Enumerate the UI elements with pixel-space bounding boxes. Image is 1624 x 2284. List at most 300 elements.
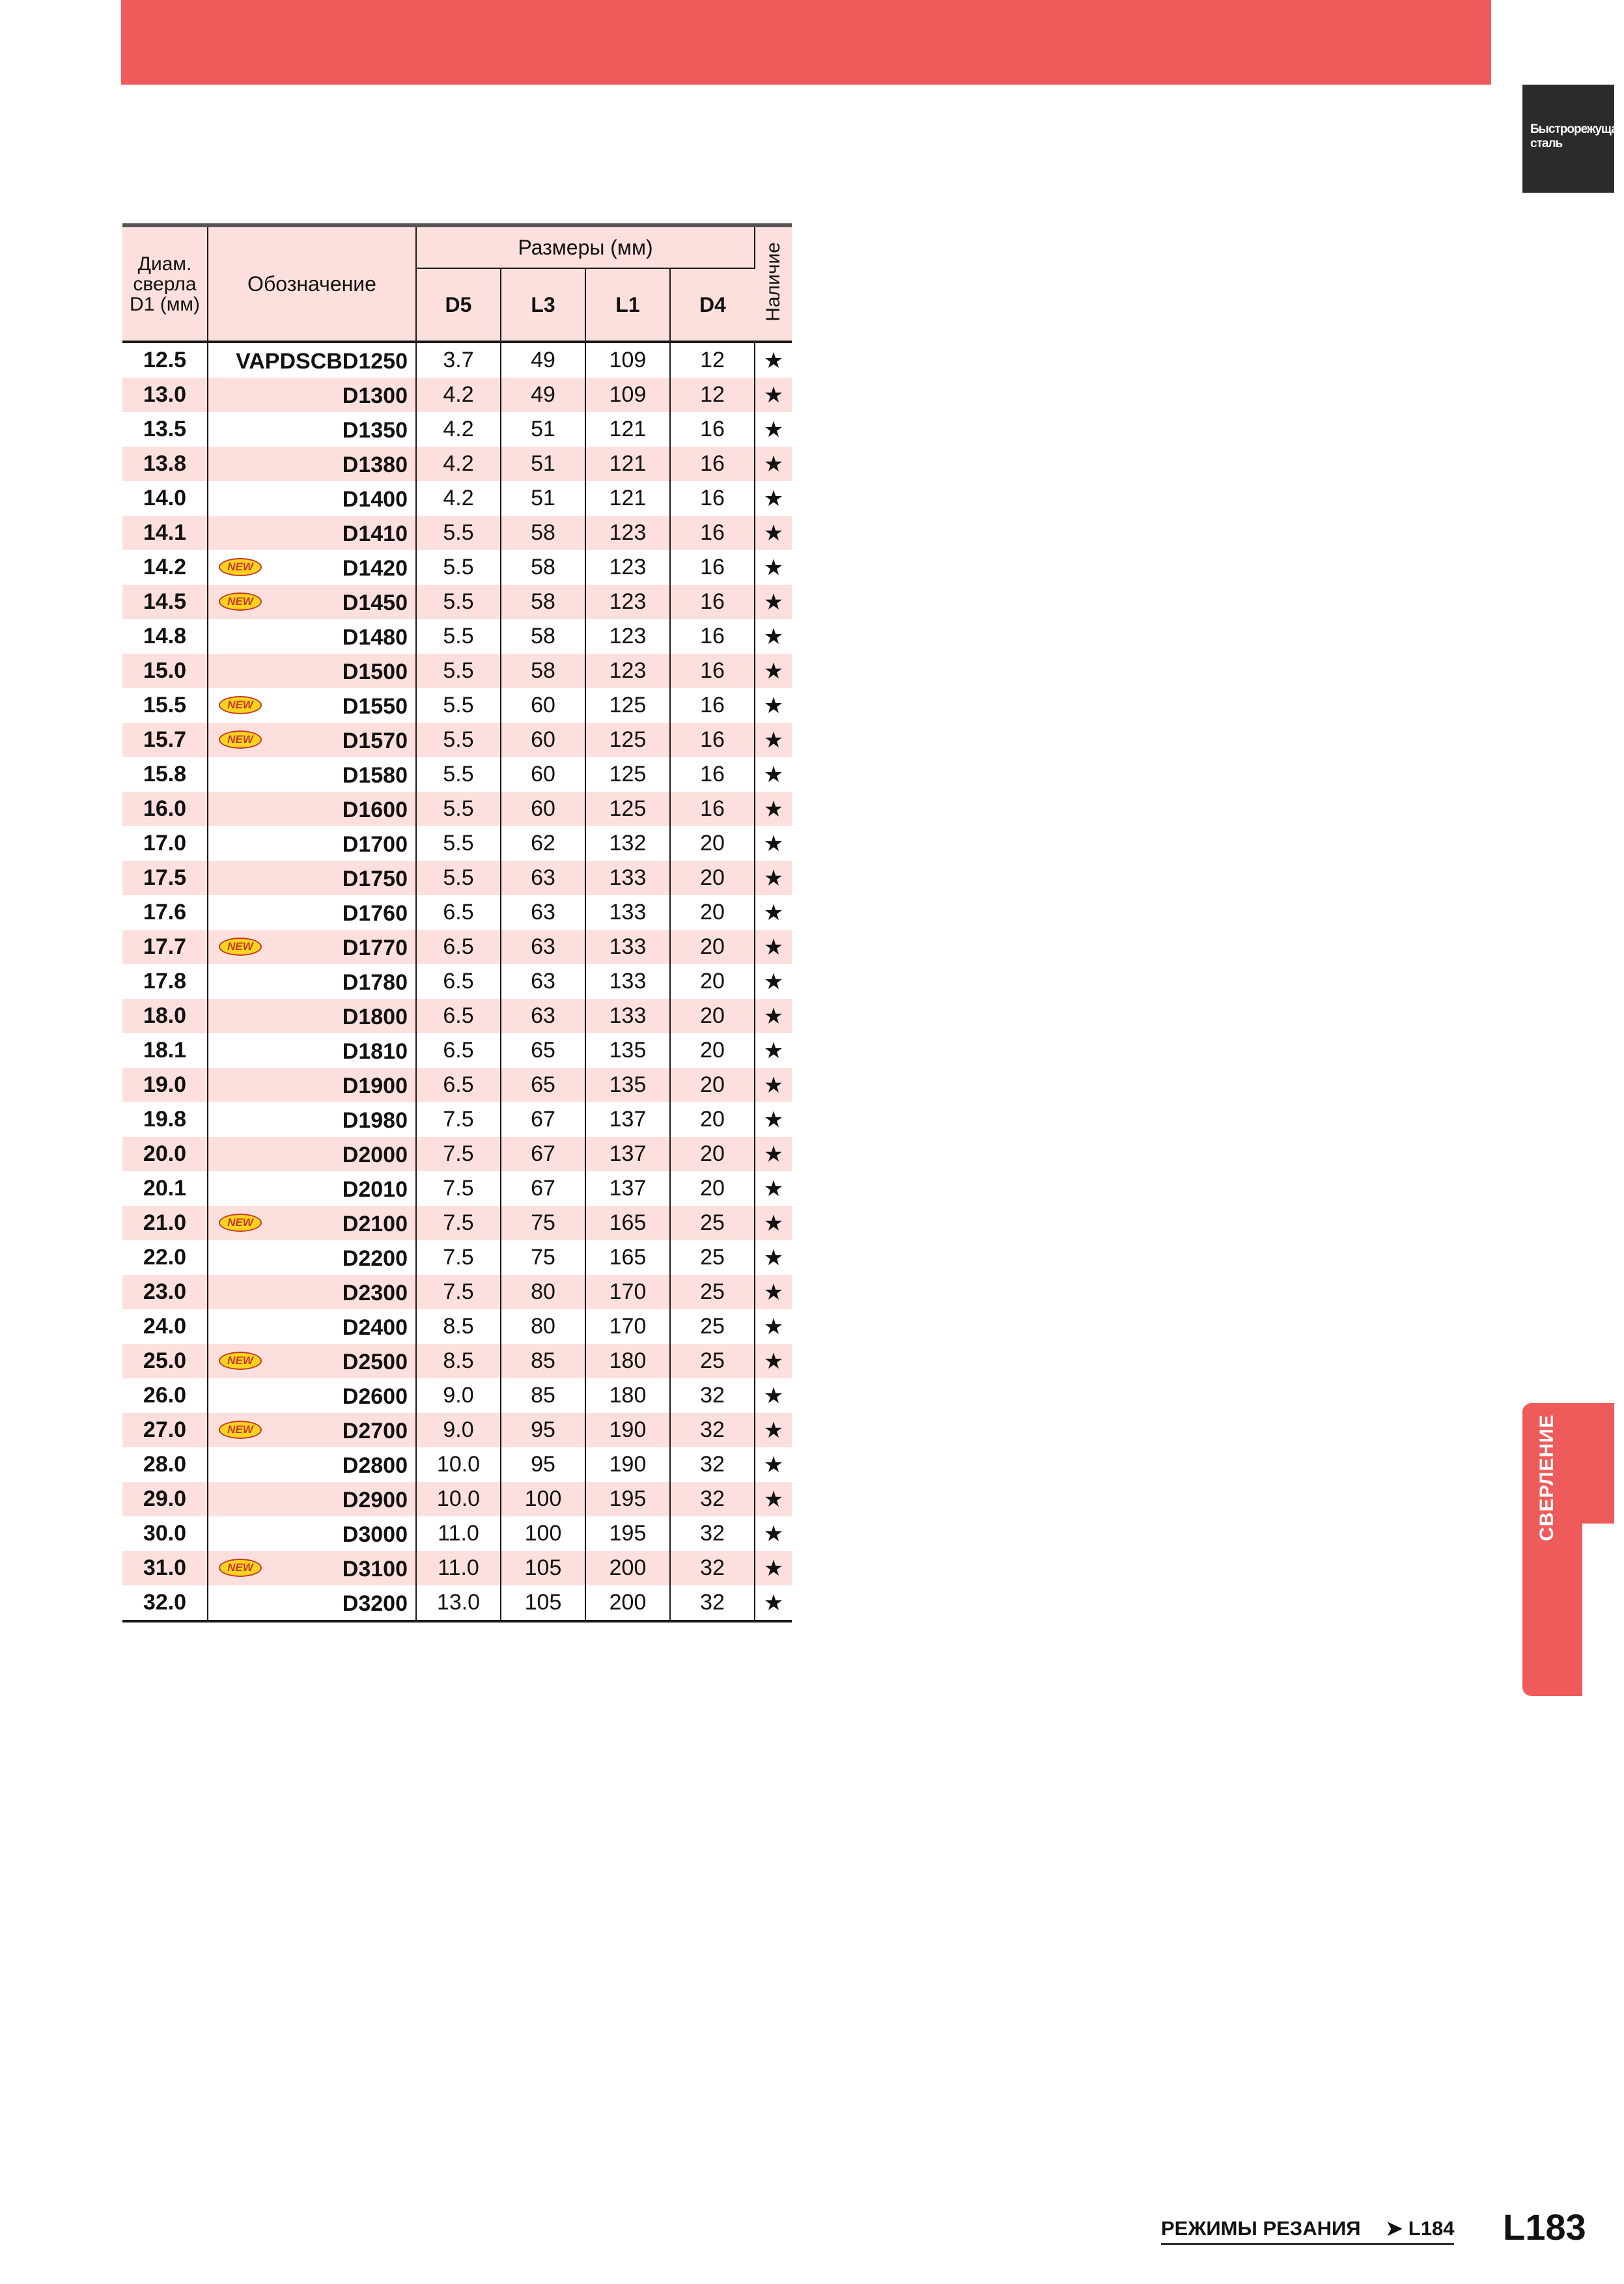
cell-designation [208, 654, 416, 688]
cell-l3: 67 [501, 1102, 585, 1137]
cell-d4: 20 [670, 930, 755, 964]
table-row [122, 1482, 792, 1516]
cell-l1: 133 [585, 964, 670, 999]
table-row [122, 447, 792, 481]
cell-l1: 133 [585, 930, 670, 964]
designation-text: D3200 [342, 1591, 408, 1616]
cell-designation [208, 619, 416, 654]
cell-designation [208, 1137, 416, 1171]
cell-d5: 5.5 [416, 861, 501, 895]
cell-l1: 133 [585, 861, 670, 895]
cell-l3: 105 [501, 1585, 585, 1621]
cell-l1: 133 [585, 895, 670, 930]
cell-designation [208, 930, 416, 964]
cell-designation [208, 585, 416, 619]
side-tab-drilling-label: СВЕРЛЕНИЕ [1536, 1414, 1558, 1542]
designation-text: D2400 [342, 1315, 408, 1340]
new-badge: NEW [219, 1214, 262, 1232]
header-availability [755, 225, 792, 342]
cell-l3: 49 [501, 378, 585, 412]
cell-availability: ★ [755, 1137, 792, 1171]
cell-designation [208, 1585, 416, 1621]
cell-l1: 135 [585, 1033, 670, 1068]
cell-designation [208, 999, 416, 1033]
cell-l1: 195 [585, 1516, 670, 1551]
cell-d5: 5.5 [416, 585, 501, 619]
designation-text: D1570 [342, 729, 408, 753]
cell-availability: ★ [755, 585, 792, 619]
table-row [122, 1068, 792, 1102]
cell-l3: 63 [501, 964, 585, 999]
table-row [122, 1447, 792, 1482]
designation-text: D2000 [342, 1143, 408, 1167]
designation-text: D2600 [342, 1384, 408, 1409]
cell-d5: 5.5 [416, 550, 501, 585]
cell-designation [208, 412, 416, 447]
cell-d5: 5.5 [416, 654, 501, 688]
cell-d4: 25 [670, 1344, 755, 1378]
cell-designation [208, 1102, 416, 1137]
designation-text: D2010 [342, 1177, 408, 1202]
cell-l3: 85 [501, 1378, 585, 1413]
cell-d4: 16 [670, 723, 755, 757]
cell-d5: 6.5 [416, 930, 501, 964]
cell-diameter: 32.0 [122, 1585, 208, 1621]
table-row [122, 999, 792, 1033]
cell-designation [208, 1344, 416, 1378]
cell-designation [208, 1275, 416, 1309]
table-row [122, 964, 792, 999]
cell-availability: ★ [763, 1452, 784, 1477]
cell-availability: ★ [755, 1068, 792, 1102]
cell-l1: 121 [585, 481, 670, 516]
designation-text: D1420 [342, 556, 408, 581]
table-row [122, 723, 792, 757]
cell-l1: 125 [585, 792, 670, 826]
designation-text: D1580 [342, 763, 408, 788]
cell-l3: 80 [501, 1309, 585, 1344]
footer-cutting-modes-link[interactable] [1161, 2217, 1454, 2245]
cell-d5: 13.0 [416, 1585, 501, 1621]
cell-availability: ★ [755, 516, 792, 550]
designation-text: D1350 [342, 418, 408, 443]
cell-d4: 16 [670, 516, 755, 550]
cell-l3: 58 [501, 516, 585, 550]
cell-availability: ★ [755, 723, 792, 757]
cell-l1: 125 [585, 688, 670, 723]
table-row [122, 895, 792, 930]
cell-d4: 20 [670, 964, 755, 999]
cell-l1: 123 [585, 654, 670, 688]
cell-d5: 3.7 [416, 342, 501, 378]
cell-d4: 20 [670, 895, 755, 930]
cell-l3: 75 [501, 1240, 585, 1275]
cell-designation [208, 723, 416, 757]
cell-d4: 32 [670, 1378, 755, 1413]
cell-l3: 58 [501, 550, 585, 585]
cell-designation [208, 1447, 416, 1482]
designation-text: D1500 [342, 660, 408, 684]
new-badge: NEW [219, 1421, 262, 1439]
table-row [122, 412, 792, 447]
cell-l1: 170 [585, 1309, 670, 1344]
side-label-hss [1522, 85, 1624, 193]
cell-diameter: 18.1 [122, 1033, 208, 1068]
designation-text: D1800 [342, 1005, 408, 1029]
new-badge: NEW [219, 731, 262, 749]
cell-l1: 133 [585, 999, 670, 1033]
designation-text: D1600 [342, 798, 408, 822]
cell-l3: 67 [501, 1137, 585, 1171]
cell-l3: 63 [501, 999, 585, 1033]
designation-text: D1400 [342, 487, 408, 512]
cell-diameter: 21.0 [122, 1206, 208, 1240]
designation-text: VAPDSCBD1250 [236, 349, 408, 374]
header-l1: L1 [585, 268, 670, 342]
header-diameter-label: Диам. сверла D1 (мм) [130, 253, 200, 315]
cell-diameter: 30.0 [122, 1516, 208, 1551]
designation-text: D1550 [342, 694, 408, 719]
designation-text: D1380 [342, 453, 408, 477]
cell-diameter: 20.0 [122, 1137, 208, 1171]
table-row [122, 1551, 792, 1585]
cell-l1: 125 [585, 757, 670, 792]
cell-d5: 5.5 [416, 826, 501, 861]
cell-designation [208, 1378, 416, 1413]
cell-diameter: 18.0 [122, 999, 208, 1033]
cell-l3: 95 [501, 1413, 585, 1447]
cell-l3: 80 [501, 1275, 585, 1309]
cell-diameter: 17.5 [122, 861, 208, 895]
cell-l1: 123 [585, 516, 670, 550]
designation-text: D3100 [342, 1557, 408, 1581]
designation-text: D1750 [342, 867, 408, 891]
table-row [122, 930, 792, 964]
cell-d5: 4.2 [416, 481, 501, 516]
table-row [122, 481, 792, 516]
cell-availability: ★ [755, 447, 792, 481]
designation-text: D2100 [342, 1212, 408, 1236]
cell-l3: 62 [501, 826, 585, 861]
cell-availability: ★ [755, 999, 792, 1033]
designation-text: D3000 [342, 1522, 408, 1547]
cell-d5: 6.5 [416, 895, 501, 930]
cell-d4: 32 [670, 1447, 755, 1482]
cell-l1: 123 [585, 550, 670, 585]
cell-l3: 95 [501, 1447, 585, 1482]
cell-d4: 20 [670, 1102, 755, 1137]
cell-availability: ★ [763, 1176, 784, 1201]
cell-d5: 5.5 [416, 723, 501, 757]
cell-diameter: 19.8 [122, 1102, 208, 1137]
table-row [122, 1413, 792, 1447]
cell-designation [208, 861, 416, 895]
designation-text: D1480 [342, 625, 408, 650]
cell-diameter: 17.7 [122, 930, 208, 964]
new-badge: NEW [219, 592, 262, 611]
table-row [122, 1516, 792, 1551]
designation-text: D1810 [342, 1039, 408, 1064]
cell-designation [208, 826, 416, 861]
cell-d5: 7.5 [416, 1240, 501, 1275]
cell-diameter: 27.0 [122, 1413, 208, 1447]
cell-designation [208, 550, 416, 585]
cell-l3: 63 [501, 930, 585, 964]
cell-d4: 25 [670, 1275, 755, 1309]
cell-availability: ★ [763, 1107, 784, 1132]
cell-d4: 16 [670, 654, 755, 688]
designation-text: D1900 [342, 1074, 408, 1098]
cell-l1: 123 [585, 585, 670, 619]
table-row [122, 378, 792, 412]
cell-availability: ★ [755, 1275, 792, 1309]
cell-availability: ★ [763, 1521, 784, 1546]
designation-text: D2500 [342, 1350, 408, 1374]
table-row [122, 1378, 792, 1413]
cell-designation [208, 1482, 416, 1516]
cell-availability: ★ [763, 417, 784, 442]
cell-l1: 132 [585, 826, 670, 861]
cell-diameter: 25.0 [122, 1344, 208, 1378]
table-row [122, 619, 792, 654]
cell-diameter: 14.2 [122, 550, 208, 585]
cell-l3: 51 [501, 412, 585, 447]
cell-diameter: 14.5 [122, 585, 208, 619]
table-row [122, 1585, 792, 1621]
cell-d4: 16 [670, 619, 755, 654]
cell-d5: 9.0 [416, 1378, 501, 1413]
cell-diameter: 19.0 [122, 1068, 208, 1102]
cell-d4: 32 [670, 1516, 755, 1551]
cell-designation [208, 1516, 416, 1551]
header-d5: D5 [416, 268, 501, 342]
cell-d4: 20 [670, 861, 755, 895]
table-row [122, 342, 792, 378]
cell-availability: ★ [755, 861, 792, 895]
cell-l3: 60 [501, 688, 585, 723]
cell-designation [208, 1413, 416, 1447]
cell-d4: 16 [670, 688, 755, 723]
new-badge: NEW [219, 558, 262, 576]
cell-diameter: 17.8 [122, 964, 208, 999]
cell-l3: 63 [501, 895, 585, 930]
table-row [122, 757, 792, 792]
cell-availability: ★ [763, 348, 784, 373]
cell-d5: 11.0 [416, 1551, 501, 1585]
designation-text: D2900 [342, 1488, 408, 1512]
table-row [122, 1309, 792, 1344]
table-row [122, 1171, 792, 1206]
cell-d5: 7.5 [416, 1102, 501, 1137]
cell-l1: 135 [585, 1068, 670, 1102]
designation-text: D1450 [342, 591, 408, 615]
table-row [122, 550, 792, 585]
cell-l1: 180 [585, 1344, 670, 1378]
cell-availability: ★ [763, 900, 784, 925]
cell-d4: 32 [670, 1585, 755, 1621]
cell-diameter: 17.6 [122, 895, 208, 930]
cell-diameter: 16.0 [122, 792, 208, 826]
cell-l3: 60 [501, 757, 585, 792]
cell-diameter: 15.7 [122, 723, 208, 757]
cell-availability: ★ [763, 555, 784, 580]
cell-designation [208, 1309, 416, 1344]
cell-d5: 5.5 [416, 792, 501, 826]
cell-l3: 60 [501, 723, 585, 757]
designation-text: D2700 [342, 1419, 408, 1443]
cell-l1: 170 [585, 1275, 670, 1309]
cell-designation [208, 964, 416, 999]
cell-l3: 63 [501, 861, 585, 895]
cell-d4: 16 [670, 792, 755, 826]
table-row [122, 1344, 792, 1378]
header-designation: Обозначение [208, 225, 416, 342]
cell-d4: 32 [670, 1413, 755, 1447]
cell-d4: 25 [670, 1240, 755, 1275]
cell-diameter: 28.0 [122, 1447, 208, 1482]
cell-availability: ★ [755, 1413, 792, 1447]
cell-diameter: 14.8 [122, 619, 208, 654]
header-l3: L3 [501, 268, 585, 342]
cell-d4: 20 [670, 1137, 755, 1171]
cell-d4: 20 [670, 1171, 755, 1206]
table-row [122, 654, 792, 688]
cell-d5: 5.5 [416, 688, 501, 723]
cell-diameter: 26.0 [122, 1378, 208, 1413]
cell-l1: 109 [585, 378, 670, 412]
cell-d5: 6.5 [416, 1033, 501, 1068]
cell-l1: 109 [585, 342, 670, 378]
page-number: L183 [1503, 2207, 1586, 2248]
footer-link-ref: L184 [1408, 2217, 1455, 2240]
table-row [122, 861, 792, 895]
cell-d4: 16 [670, 585, 755, 619]
header-dimensions: Размеры (мм) [416, 225, 755, 268]
header-availability-label: Наличие [763, 242, 784, 322]
cell-diameter: 29.0 [122, 1482, 208, 1516]
table-row [122, 826, 792, 861]
cell-availability: ★ [755, 930, 792, 964]
cell-d5: 8.5 [416, 1309, 501, 1344]
designation-text: D1770 [342, 936, 408, 960]
cell-designation [208, 895, 416, 930]
cell-l3: 75 [501, 1206, 585, 1240]
cell-diameter: 13.8 [122, 447, 208, 481]
table-row [122, 1206, 792, 1240]
cell-diameter: 13.5 [122, 412, 208, 447]
designation-text: D1760 [342, 901, 408, 926]
cell-l3: 58 [501, 654, 585, 688]
cell-d4: 20 [670, 826, 755, 861]
cell-availability: ★ [755, 1551, 792, 1585]
cell-d4: 25 [670, 1309, 755, 1344]
top-accent-bar [121, 0, 1491, 85]
cell-d5: 7.5 [416, 1171, 501, 1206]
table-row [122, 792, 792, 826]
header-diameter-text [122, 254, 207, 314]
cell-availability: ★ [763, 624, 784, 649]
cell-designation [208, 516, 416, 550]
cell-availability: ★ [755, 1482, 792, 1516]
cell-diameter: 14.1 [122, 516, 208, 550]
cell-l1: 121 [585, 447, 670, 481]
cell-d4: 12 [670, 342, 755, 378]
cell-d5: 10.0 [416, 1447, 501, 1482]
cell-designation [208, 1240, 416, 1275]
cell-l1: 200 [585, 1585, 670, 1621]
cell-diameter: 24.0 [122, 1309, 208, 1344]
cell-d5: 7.5 [416, 1275, 501, 1309]
cell-d4: 25 [670, 1206, 755, 1240]
cell-l3: 60 [501, 792, 585, 826]
cell-availability: ★ [755, 1206, 792, 1240]
cell-l1: 165 [585, 1240, 670, 1275]
drill-spec-table [122, 223, 792, 1622]
cell-d4: 16 [670, 481, 755, 516]
cell-d5: 6.5 [416, 964, 501, 999]
cell-d4: 32 [670, 1551, 755, 1585]
cell-l1: 190 [585, 1447, 670, 1482]
cell-l3: 65 [501, 1033, 585, 1068]
designation-text: D2200 [342, 1246, 408, 1271]
new-badge: NEW [219, 938, 262, 956]
cell-d5: 11.0 [416, 1516, 501, 1551]
cell-d4: 16 [670, 757, 755, 792]
cell-diameter: 15.0 [122, 654, 208, 688]
cell-diameter: 15.8 [122, 757, 208, 792]
cell-d4: 12 [670, 378, 755, 412]
cell-d5: 4.2 [416, 378, 501, 412]
cell-diameter: 13.0 [122, 378, 208, 412]
table-row [122, 1102, 792, 1137]
cell-d4: 20 [670, 1068, 755, 1102]
cell-availability: ★ [763, 1383, 784, 1408]
table-row [122, 688, 792, 723]
cell-l1: 137 [585, 1171, 670, 1206]
cell-availability: ★ [755, 1344, 792, 1378]
cell-d5: 5.5 [416, 619, 501, 654]
designation-text: D1300 [342, 383, 408, 408]
cell-diameter: 31.0 [122, 1551, 208, 1585]
arrow-right-icon: ➤ [1386, 2217, 1403, 2240]
cell-availability: ★ [755, 378, 792, 412]
table-row [122, 1137, 792, 1171]
cell-d4: 20 [670, 999, 755, 1033]
designation-text: D2800 [342, 1453, 408, 1478]
cell-availability: ★ [763, 693, 784, 718]
cell-availability: ★ [763, 969, 784, 994]
cell-designation [208, 1068, 416, 1102]
cell-diameter: 12.5 [122, 342, 208, 378]
cell-l3: 51 [501, 481, 585, 516]
cell-availability: ★ [763, 1245, 784, 1270]
new-badge: NEW [219, 1352, 262, 1370]
cell-diameter: 22.0 [122, 1240, 208, 1275]
footer-link-text: РЕЖИМЫ РЕЗАНИЯ [1161, 2217, 1361, 2240]
designation-text: D1780 [342, 970, 408, 995]
cell-l3: 85 [501, 1344, 585, 1378]
cell-diameter: 14.0 [122, 481, 208, 516]
cell-d5: 7.5 [416, 1206, 501, 1240]
cell-d5: 5.5 [416, 757, 501, 792]
cell-availability: ★ [755, 1585, 792, 1621]
table-row [122, 585, 792, 619]
cell-d5: 10.0 [416, 1482, 501, 1516]
header-diameter [122, 225, 208, 342]
cell-designation [208, 1206, 416, 1240]
cell-d4: 32 [670, 1482, 755, 1516]
new-badge: NEW [219, 696, 262, 714]
